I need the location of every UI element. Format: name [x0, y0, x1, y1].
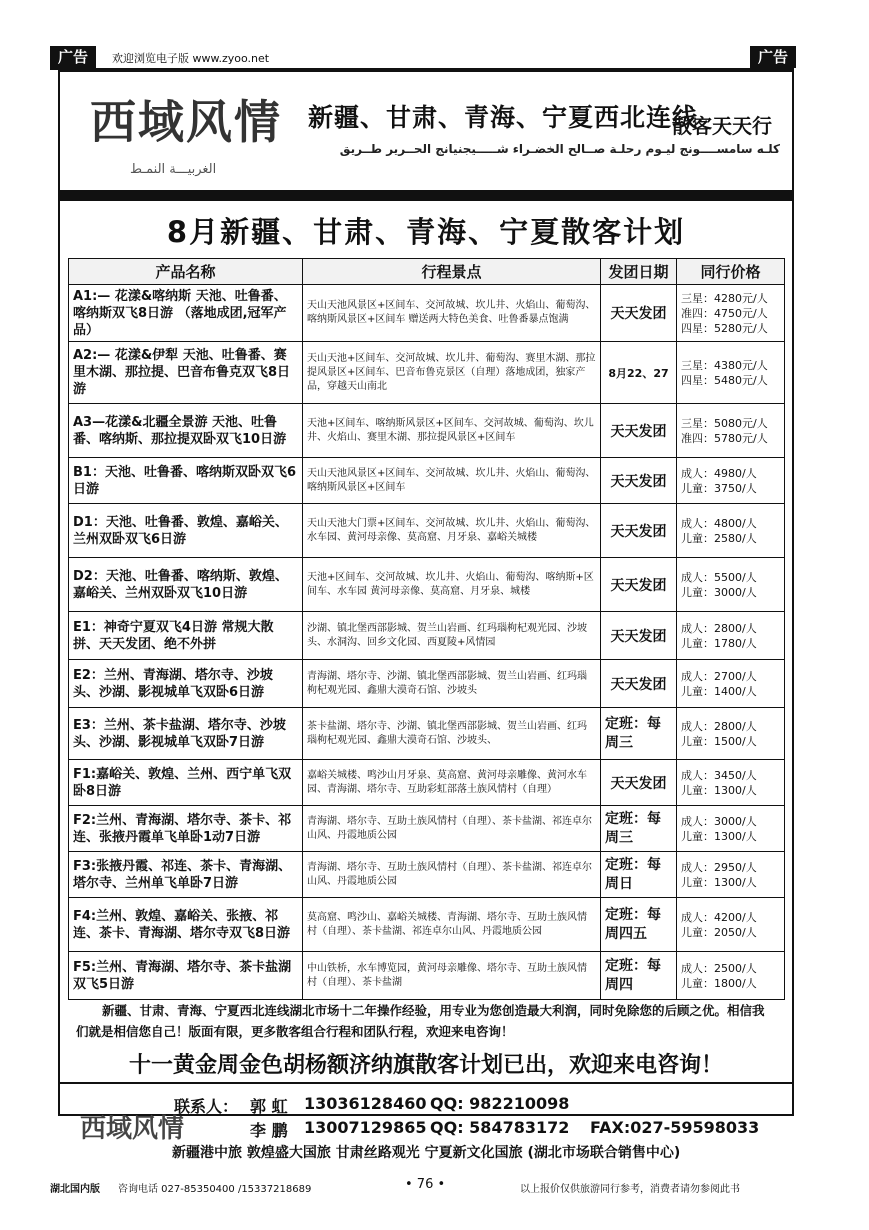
contact-1-name: 郭 虹	[250, 1097, 288, 1116]
contact-separator	[60, 1082, 792, 1084]
table-row	[69, 806, 785, 852]
agency-list: 新疆港中旅 敦煌盛大国旅 甘肃丝路观光 宁夏新文化国旅 (湖北市场联合销售中心)	[172, 1145, 681, 1161]
footer-note: 以上报价仅供旅游同行参考，消费者请勿参阅此书	[520, 1184, 740, 1195]
price-line: 三星：5080元/人	[681, 416, 768, 430]
trip-route: 天山天池大门票+区间车、交河故城、坎儿井、火焰山、葡萄沟、水车园、黄河母亲像、莫高窟、月牙泉、嘉峪关城楼	[303, 504, 601, 558]
trip-name: E2：兰州、青海湖、塔尔寺、沙坡头、沙湖、影视城单飞双卧6日游	[69, 660, 303, 708]
trip-price	[677, 458, 785, 504]
table-row	[69, 660, 785, 708]
price-line: 儿童：1300/人	[681, 829, 757, 843]
trip-price	[677, 708, 785, 760]
trip-route: 青海湖、塔尔寺、互助土族风情村（自理）、茶卡盐湖、祁连卓尔山风、丹霞地质公园	[303, 806, 601, 852]
price-line: 成人：5500/人	[681, 570, 757, 584]
contact-1-phone[interactable]: 13036128460	[304, 1094, 427, 1113]
trip-date: 定班：每周三	[601, 708, 677, 760]
trip-price	[677, 612, 785, 660]
price-line: 成人：2950/人	[681, 860, 757, 874]
trip-date: 定班：每周日	[601, 852, 677, 898]
trip-price	[677, 504, 785, 558]
trip-date: 天天发团	[601, 558, 677, 612]
price-line: 儿童：1300/人	[681, 875, 757, 889]
trip-price	[677, 760, 785, 806]
trip-route: 天山天池风景区+区间车、交河故城、坎儿井、火焰山、葡萄沟、喀纳斯风景区+区间车	[303, 458, 601, 504]
price-line: 儿童：1780/人	[681, 636, 757, 650]
trip-route: 沙湖、镇北堡西部影城、贺兰山岩画、红玛瑙枸杞观光园、沙坡头、水洞沟、回乡文化园、西夏陵+风情园	[303, 612, 601, 660]
table-row	[69, 558, 785, 612]
price-line: 儿童：1500/人	[681, 734, 757, 748]
trip-table	[68, 258, 785, 1000]
trip-date: 定班：每周四	[601, 952, 677, 1000]
contact-2-phone[interactable]: 13007129865	[304, 1118, 427, 1137]
trip-date: 8月22、27	[601, 342, 677, 404]
trip-name: A1:— 花漾&喀纳斯 天池、吐鲁番、喀纳斯双飞8日游 （落地成团,冠军产品）	[69, 285, 303, 342]
footer-phone: 咨询电话 027-85350400 /15337218689	[118, 1184, 312, 1195]
trip-price	[677, 898, 785, 952]
price-line: 准四：4750元/人	[681, 306, 768, 320]
trip-price	[677, 852, 785, 898]
price-line: 成人：2800/人	[681, 621, 757, 635]
price-line: 成人：2500/人	[681, 961, 757, 975]
plan-title: 8月新疆、甘肃、青海、宁夏散客计划	[166, 215, 686, 249]
trip-route: 嘉峪关城楼、鸣沙山月牙泉、莫高窟、黄河母亲雕像、黄河水车园、青海湖、塔尔寺、互助彩虹部落土族风情村（自理）	[303, 760, 601, 806]
trip-date: 定班：每周三	[601, 806, 677, 852]
footer-edition: 湖北国内版	[50, 1184, 100, 1195]
trip-date: 天天发团	[601, 404, 677, 458]
price-line: 成人：4200/人	[681, 910, 757, 924]
table-row	[69, 458, 785, 504]
brand-logo-arabic: الغربيـــة النمـط	[130, 162, 217, 177]
header-product: 产品名称	[69, 259, 303, 285]
table-row	[69, 952, 785, 1000]
banner-daily: 散客天天行	[672, 114, 772, 138]
table-row	[69, 898, 785, 952]
table-header-row	[69, 259, 785, 285]
price-line: 四星：5480元/人	[681, 373, 768, 387]
banner-bar	[60, 190, 792, 201]
contact-1-qq: QQ: 982210098	[430, 1094, 570, 1113]
contact-2-qq: QQ: 584783172	[430, 1118, 570, 1137]
table-row	[69, 504, 785, 558]
contact-logo: 西域风情	[80, 1114, 185, 1144]
price-line: 准四：5780元/人	[681, 431, 768, 445]
trip-name: F4:兰州、敦煌、嘉峪关、张掖、祁连、茶卡、青海湖、塔尔寺双飞8日游	[69, 898, 303, 952]
trip-date: 天天发团	[601, 458, 677, 504]
contact-2-name: 李 鹏	[250, 1121, 288, 1140]
header-route: 行程景点	[303, 259, 601, 285]
trip-name: A3—花漾&北疆全景游 天池、吐鲁番、喀纳斯、那拉提双卧双飞10日游	[69, 404, 303, 458]
trip-route: 天池+区间车、交河故城、坎儿井、火焰山、葡萄沟、喀纳斯+区间车、水车园 黄河母亲像、莫高窟、月牙泉、城楼	[303, 558, 601, 612]
trip-name: A2:— 花漾&伊犁 天池、吐鲁番、赛里木湖、那拉提、巴音布鲁克双飞8日游	[69, 342, 303, 404]
ad-tag-right: 广告	[750, 46, 796, 68]
trip-price	[677, 558, 785, 612]
price-line: 成人：2700/人	[681, 669, 757, 683]
price-line: 成人：4800/人	[681, 516, 757, 530]
table-row	[69, 760, 785, 806]
trip-date: 天天发团	[601, 760, 677, 806]
price-line: 儿童：3750/人	[681, 481, 757, 495]
intro-paragraph: 新疆、甘肃、青海、宁夏西北连线湖北市场十二年操作经验，用专业为您创造最大利润，同时免除您的后顾之优。相信我们就是相信您自己！版面有限，更多散客组合行程和团队行程，欢迎来电咨询！	[76, 1003, 765, 1039]
trip-name: B1：天池、吐鲁番、喀纳斯双卧双飞6日游	[69, 458, 303, 504]
trip-price	[677, 404, 785, 458]
trip-route: 青海湖、塔尔寺、沙湖、镇北堡西部影城、贺兰山岩画、红玛瑙枸杞观光园、鑫鼎大漠奇石馆、沙坡头	[303, 660, 601, 708]
trip-name: F1:嘉峪关、敦煌、兰州、西宁单飞双卧8日游	[69, 760, 303, 806]
price-line: 儿童：1800/人	[681, 976, 757, 990]
banner	[60, 72, 792, 190]
trip-name: F5:兰州、青海湖、塔尔寺、茶卡盐湖双飞5日游	[69, 952, 303, 1000]
header-price: 同行价格	[677, 259, 785, 285]
price-line: 儿童：2580/人	[681, 531, 757, 545]
trip-name: E3：兰州、茶卡盐湖、塔尔寺、沙坡头、沙湖、影视城单飞双卧7日游	[69, 708, 303, 760]
price-line: 儿童：3000/人	[681, 585, 757, 599]
price-line: 三星：4280元/人	[681, 291, 768, 305]
site-url[interactable]: 欢迎浏览电子版 www.zyoo.net	[112, 52, 270, 65]
table-row	[69, 852, 785, 898]
trip-route: 天山天池风景区+区间车、交河故城、坎儿井、火焰山、葡萄沟、喀纳斯风景区+区间车 赠送两大特色美食、吐鲁番暴点饱满	[303, 285, 601, 342]
trip-route: 天山天池+区间车、交河故城、坎儿井、葡萄沟、赛里木湖、那拉提风景区+区间车、巴音布鲁克景区（自理）落地成团，独家产品，穿越天山南北	[303, 342, 601, 404]
trip-date: 天天发团	[601, 504, 677, 558]
trip-route: 莫高窟、鸣沙山、嘉峪关城楼、青海湖、塔尔寺、互助土族风情村（自理）、茶卡盐湖、祁连卓尔山风、丹霞地质公园	[303, 898, 601, 952]
trip-date: 天天发团	[601, 285, 677, 342]
trip-name: D2：天池、吐鲁番、喀纳斯、敦煌、嘉峪关、兰州双卧双飞10日游	[69, 558, 303, 612]
trip-route: 茶卡盐湖、塔尔寺、沙湖、镇北堡西部影城、贺兰山岩画、红玛瑙枸杞观光园、鑫鼎大漠奇石馆、沙坡头、	[303, 708, 601, 760]
trip-price	[677, 285, 785, 342]
price-line: 儿童：1300/人	[681, 783, 757, 797]
trip-date: 天天发团	[601, 660, 677, 708]
ad-frame	[58, 70, 794, 1161]
trip-date: 天天发团	[601, 612, 677, 660]
trip-price	[677, 660, 785, 708]
table-row	[69, 612, 785, 660]
table-row	[69, 285, 785, 342]
table-row	[69, 342, 785, 404]
trip-route: 青海湖、塔尔寺、互助土族风情村（自理）、茶卡盐湖、祁连卓尔山风、丹霞地质公园	[303, 852, 601, 898]
contact-fax: FAX:027-59598033	[590, 1118, 760, 1137]
trip-route: 中山铁桥，水车博览园，黄河母亲雕像、塔尔寺、互助土族风情村（自理）、茶卡盐湖	[303, 952, 601, 1000]
brand-logo: 西域风情	[90, 95, 282, 149]
trip-name: E1：神奇宁夏双飞4日游 常规大散拼、天天发团、绝不外拼	[69, 612, 303, 660]
trip-name: F3:张掖丹霞、祁连、茶卡、青海湖、塔尔寺、兰州单飞单卧7日游	[69, 852, 303, 898]
slogan: 十一黄金周金色胡杨额济纳旗散客计划已出，欢迎来电咨询！	[128, 1053, 723, 1078]
footer-page-number: • 76 •	[405, 1177, 446, 1192]
table-row	[69, 708, 785, 760]
trip-route: 天池+区间车、喀纳斯风景区+区间车、交河故城、葡萄沟、坎儿井、火焰山、赛里木湖、那拉提风景区+区间车	[303, 404, 601, 458]
price-line: 成人：4980/人	[681, 466, 757, 480]
price-line: 四星：5280元/人	[681, 321, 768, 335]
trip-price	[677, 952, 785, 1000]
banner-arabic-line: كلـه سامســــونج ليـوم رحلـة صــالح الخضـراء شـــــيجنيانج الحــرير طــريق	[339, 142, 780, 156]
price-line: 三星：4380元/人	[681, 358, 768, 372]
trip-date: 定班：每周四五	[601, 898, 677, 952]
table-row	[69, 404, 785, 458]
trip-name: F2:兰州、青海湖、塔尔寺、茶卡、祁连、张掖丹霞单飞单卧1动7日游	[69, 806, 303, 852]
price-line: 成人：2800/人	[681, 719, 757, 733]
banner-headline: 新疆、甘肃、青海、宁夏西北连线	[308, 103, 699, 132]
price-line: 儿童：2050/人	[681, 925, 757, 939]
price-line: 成人：3000/人	[681, 814, 757, 828]
price-line: 成人：3450/人	[681, 768, 757, 782]
trip-price	[677, 342, 785, 404]
price-line: 儿童：1400/人	[681, 684, 757, 698]
header-date: 发团日期	[601, 259, 677, 285]
contact-label: 联系人：	[174, 1097, 239, 1116]
ad-tag-left: 广告	[50, 46, 96, 68]
trip-name: D1：天池、吐鲁番、敦煌、嘉峪关、兰州双卧双飞6日游	[69, 504, 303, 558]
trip-price	[677, 806, 785, 852]
